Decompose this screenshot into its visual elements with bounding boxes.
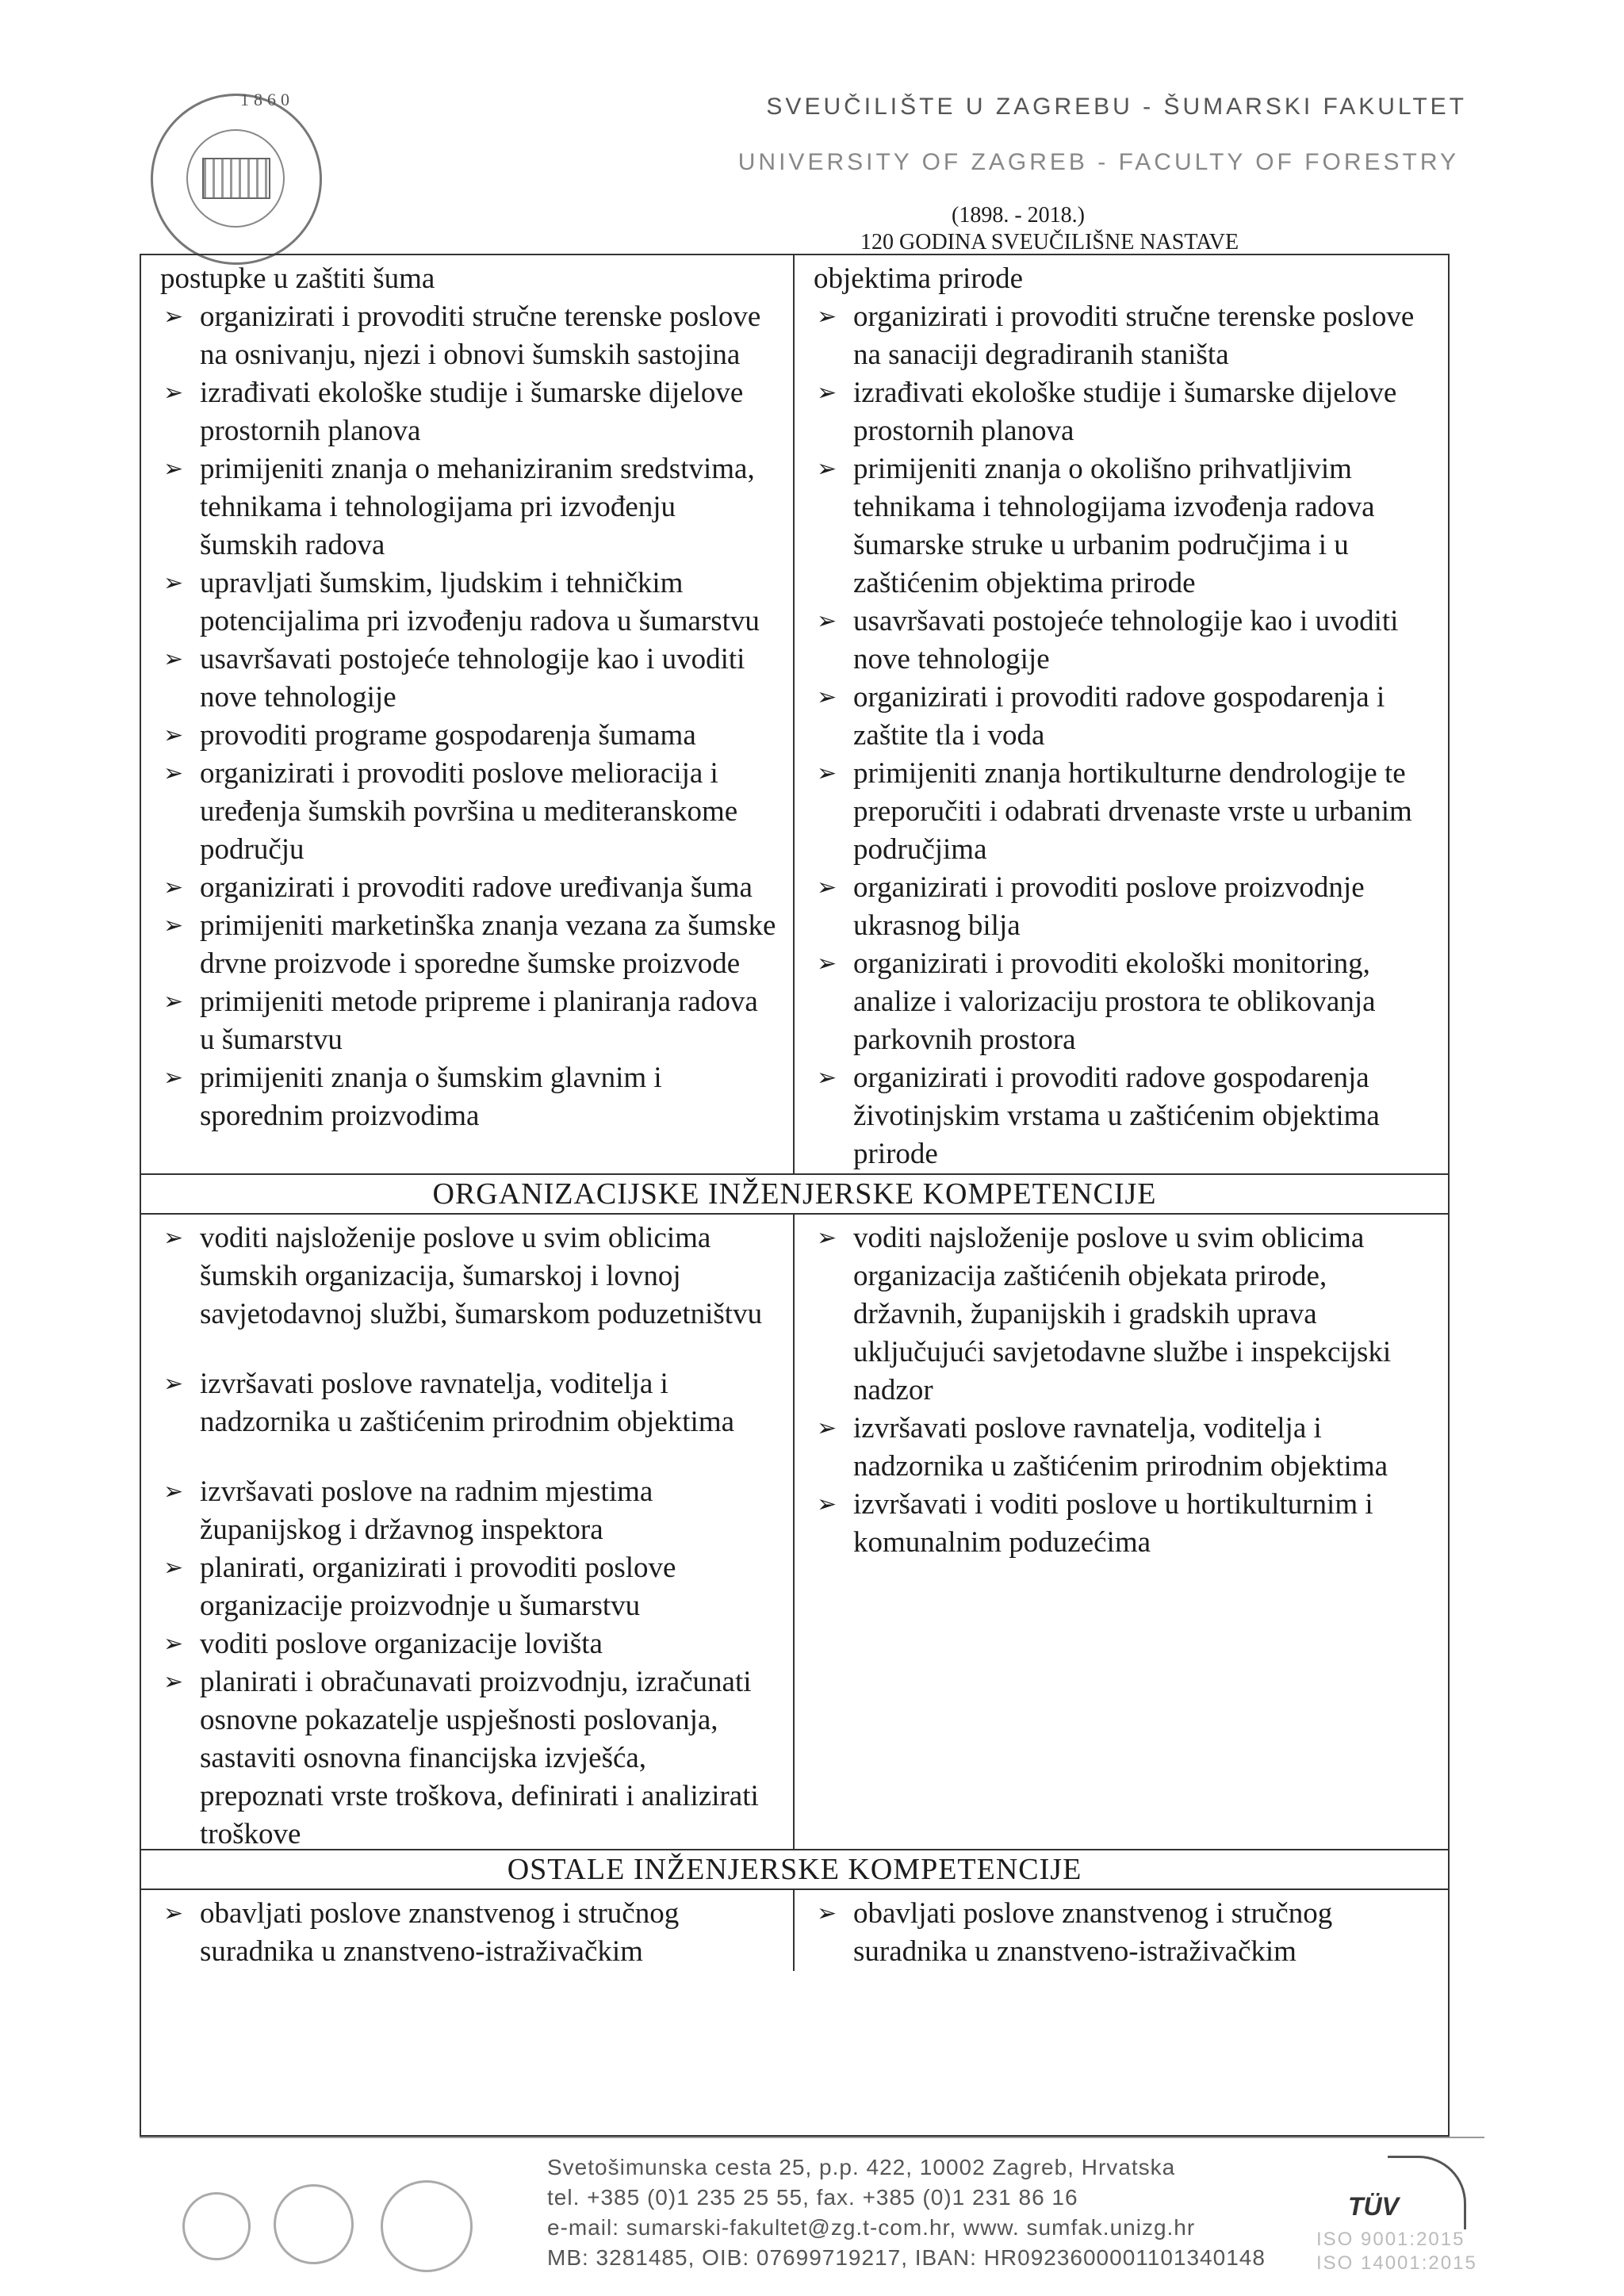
letterhead <box>0 0 1624 262</box>
competency-text: provoditi programe gospodarenja šumama <box>200 719 696 752</box>
competency-text: primijeniti znanja o mehaniziranim sredstvima, tehnikama i tehnologijama pri izvođenju šumskih radova <box>200 453 755 561</box>
competency-item <box>814 1486 1432 1562</box>
competency-text: izrađivati ekološke studije i šumarske dijelove prostornih planova <box>853 377 1397 447</box>
competency-text: primijeniti znanja hortikulturne dendrologije te preporučiti i odabrati drvenaste vrste u urbanim područjima <box>853 757 1412 866</box>
competency-item <box>160 717 777 755</box>
contact-block <box>547 2152 1308 2273</box>
arrow-bullet-icon: ➢ <box>163 1064 184 1092</box>
competency-text: organizirati i provoditi poslove proizvodnje ukrasnog bilja <box>853 871 1365 942</box>
tuv-arc-shape <box>1388 2156 1466 2229</box>
column-forestry <box>141 255 795 1173</box>
competency-text: upravljati šumskim, ljudskim i tehničkim potencijalima pri izvođenju radova u šumarstvu <box>200 567 760 637</box>
competency-item <box>160 374 777 450</box>
iso-14001-mark: ISO 14001:2015 <box>1316 2252 1477 2274</box>
competency-text: organizirati i provoditi radove gospodarenja i zaštite tla i voda <box>853 681 1385 752</box>
arrow-bullet-icon: ➢ <box>163 1224 184 1252</box>
phone-fax: tel. +385 (0)1 235 25 55, fax. +385 (0)1 231 86 16 <box>547 2185 1078 2210</box>
arrow-bullet-icon: ➢ <box>817 874 837 901</box>
competency-text: izvršavati poslove ravnatelja, voditelja i nadzornika u zaštićenim prirodnim objektima <box>853 1412 1388 1483</box>
competency-text: usavršavati postojeće tehnologije kao i uvoditi nove tehnologije <box>853 605 1399 675</box>
section-other-row <box>141 1890 1448 1971</box>
arrow-bullet-icon: ➢ <box>817 303 837 331</box>
arrow-bullet-icon: ➢ <box>817 379 837 407</box>
arrow-bullet-icon: ➢ <box>163 455 184 483</box>
competency-item <box>160 1895 777 1971</box>
competency-item <box>814 1410 1432 1486</box>
arrow-bullet-icon: ➢ <box>163 379 184 407</box>
competency-item <box>160 1549 777 1625</box>
tuv-certification-logo <box>1348 2160 1459 2224</box>
competency-item <box>814 1895 1432 1971</box>
column-forestry <box>141 1215 795 1849</box>
page-footer <box>0 2137 1624 2295</box>
arrow-bullet-icon: ➢ <box>163 874 184 901</box>
column-urban-forestry <box>795 1215 1448 1849</box>
competency-text: primijeniti metode pripreme i planiranja radova u šumarstvu <box>200 985 758 1056</box>
competency-item <box>160 1625 777 1663</box>
competency-text: primijeniti znanja o okolišno prihvatljivim tehnikama i tehnologijama izvođenja radova šumarske struke u urbanim područjima i u zaštićenim objektima prirode <box>853 453 1375 599</box>
arrow-bullet-icon: ➢ <box>817 1224 837 1252</box>
column-urban-forestry <box>795 1890 1448 1971</box>
competency-text: organizirati i provoditi radove gospodarenja životinjskim vrstama u zaštićenim objektima prirode <box>853 1062 1380 1170</box>
competency-item <box>814 374 1432 450</box>
competency-text: planirati i obračunavati proizvodnju, izračunati osnovne pokazatelje uspješnosti poslovanja, sastaviti osnovna financijska izvješća, prepoznati vrste troškova, definirati i analizirati troškove <box>200 1666 759 1850</box>
arrow-bullet-icon: ➢ <box>817 760 837 787</box>
competency-item <box>814 603 1432 679</box>
university-name-english: UNIVERSITY OF ZAGREB - FACULTY OF FORESTRY <box>737 149 1459 175</box>
competency-text: planirati, organizirati i provoditi poslove organizacije proizvodnje u šumarstvu <box>200 1552 676 1622</box>
arrow-bullet-icon: ➢ <box>817 1414 837 1442</box>
arrow-bullet-icon: ➢ <box>817 683 837 711</box>
arrow-bullet-icon: ➢ <box>163 1668 184 1696</box>
arrow-bullet-icon: ➢ <box>163 303 184 331</box>
section-organizational-row <box>141 1215 1448 1849</box>
column-forestry <box>141 1890 795 1971</box>
iso-9001-mark: ISO 9001:2015 <box>1316 2229 1465 2250</box>
competency-text: organizirati i provoditi poslove melioracija i uređenja šumskih površina u mediteranskome području <box>200 757 738 866</box>
continued-text <box>160 260 777 298</box>
competency-text: obavljati poslove znanstvenog i stručnog suradnika u znanstveno-istraživačkim <box>200 1897 680 1968</box>
competency-text: organizirati i provoditi stručne terenske poslove na osnivanju, njezi i obnovi šumskih sastojina <box>200 300 761 371</box>
arrow-bullet-icon: ➢ <box>163 1900 184 1927</box>
competency-text: organizirati i provoditi radove uređivanja šuma <box>200 871 753 904</box>
competency-item <box>160 298 777 374</box>
competency-item <box>160 907 777 983</box>
competency-text: izvršavati poslove ravnatelja, voditelja i nadzornika u zaštićenim prirodnim objektima <box>200 1368 735 1438</box>
footer-divider <box>140 2137 1484 2138</box>
postal-address: Svetošimunska cesta 25, p.p. 422, 10002 Zagreb, Hrvatska <box>547 2155 1176 2179</box>
competency-text: organizirati i provoditi ekološki monitoring, analize i valorizaciju prostora te oblikovanja parkovnih prostora <box>853 947 1376 1056</box>
competency-item <box>160 1663 777 1854</box>
competency-text: voditi poslove organizacije lovišta <box>200 1628 603 1660</box>
emblem-logo-1 <box>182 2192 251 2260</box>
arrow-bullet-icon: ➢ <box>817 1900 837 1927</box>
competency-text: izrađivati ekološke studije i šumarske dijelove prostornih planova <box>200 377 744 447</box>
arrow-bullet-icon: ➢ <box>163 645 184 673</box>
arrow-bullet-icon: ➢ <box>163 988 184 1016</box>
competency-item <box>160 450 777 564</box>
competency-item <box>814 450 1432 603</box>
arrow-bullet-icon: ➢ <box>163 912 184 939</box>
competency-item <box>814 869 1432 945</box>
section-title-organizational: ORGANIZACIJSKE INŽENJERSKE KOMPETENCIJE <box>141 1173 1448 1215</box>
registration-ids: MB: 3281485, OIB: 07699719217, IBAN: HR0923600001101340148 <box>547 2245 1266 2270</box>
competency-text: primijeniti znanja o šumskim glavnim i sporednim proizvodima <box>200 1062 662 1132</box>
competency-text: objektima prirode <box>814 262 1024 295</box>
emblem-logo-2 <box>274 2184 354 2264</box>
competency-text: primijeniti marketinška znanja vezana za šumske drvne proizvode i sporedne šumske proizvode <box>200 909 776 980</box>
arrow-bullet-icon: ➢ <box>163 1478 184 1506</box>
competency-item <box>814 298 1432 374</box>
seal-building-emblem <box>202 158 270 199</box>
anniversary-title: 120 GODINA SVEUČILIŠNE NASTAVE <box>860 230 1239 254</box>
arrow-bullet-icon: ➢ <box>817 607 837 635</box>
competency-item <box>814 1219 1432 1410</box>
arrow-bullet-icon: ➢ <box>817 455 837 483</box>
competency-item <box>160 983 777 1059</box>
arrow-bullet-icon: ➢ <box>163 760 184 787</box>
competency-item <box>160 1473 777 1549</box>
arrow-bullet-icon: ➢ <box>817 1490 837 1518</box>
competency-item <box>814 945 1432 1059</box>
competency-item <box>160 869 777 907</box>
competency-item <box>160 1059 777 1135</box>
arrow-bullet-icon: ➢ <box>163 569 184 597</box>
university-name-croatian: SVEUČILIŠTE U ZAGREBU - ŠUMARSKI FAKULTET <box>766 94 1467 120</box>
competencies-table <box>140 254 1450 2137</box>
seal-year: 1860 <box>240 90 294 109</box>
email-web: e-mail: sumarski-fakultet@zg.t-com.hr, www. sumfak.unizg.hr <box>547 2215 1196 2240</box>
emblem-logo-3 <box>381 2180 473 2272</box>
competency-item <box>160 564 777 641</box>
competency-text: obavljati poslove znanstvenog i stručnog suradnika u znanstveno-istraživačkim <box>853 1897 1333 1968</box>
competency-item <box>814 679 1432 755</box>
competency-item <box>160 641 777 717</box>
competency-text: voditi najsloženije poslove u svim oblicima šumskih organizacija, šumarskoj i lovnoj savjetodavnoj službi, šumarskom poduzetništvu <box>200 1222 763 1330</box>
anniversary-years: (1898. - 2018.) <box>952 203 1085 228</box>
competency-item <box>814 1059 1432 1173</box>
tuv-text: TÜV <box>1348 2192 1399 2221</box>
competency-item <box>160 755 777 869</box>
arrow-bullet-icon: ➢ <box>817 1064 837 1092</box>
competency-text: voditi najsloženije poslove u svim oblicima organizacija zaštićenih objekata prirode, državnih, županijskih i gradskih uprava uključujući savjetodavne službe i inspekcijski nadzor <box>853 1222 1392 1406</box>
arrow-bullet-icon: ➢ <box>817 950 837 978</box>
competency-text: izvršavati i voditi poslove u hortikulturnim i komunalnim poduzećima <box>853 1488 1373 1559</box>
section-title-other: OSTALE INŽENJERSKE KOMPETENCIJE <box>141 1849 1448 1890</box>
competency-item <box>160 1219 777 1334</box>
competency-text: izvršavati poslove na radnim mjestima županijskog i državnog inspektora <box>200 1475 653 1546</box>
competency-text: usavršavati postojeće tehnologije kao i uvoditi nove tehnologije <box>200 643 745 714</box>
arrow-bullet-icon: ➢ <box>163 1630 184 1658</box>
column-urban-forestry <box>795 255 1448 1173</box>
university-seal-logo <box>151 90 322 265</box>
continued-text <box>814 260 1432 298</box>
competency-text: organizirati i provoditi stručne terenske poslove na sanaciji degradiranih staništa <box>853 300 1415 371</box>
competency-item <box>160 1365 777 1441</box>
arrow-bullet-icon: ➢ <box>163 721 184 749</box>
competency-item <box>814 755 1432 869</box>
section-professional-row <box>141 255 1448 1173</box>
competency-text: postupke u zaštiti šuma <box>160 262 435 295</box>
arrow-bullet-icon: ➢ <box>163 1370 184 1398</box>
arrow-bullet-icon: ➢ <box>163 1554 184 1582</box>
